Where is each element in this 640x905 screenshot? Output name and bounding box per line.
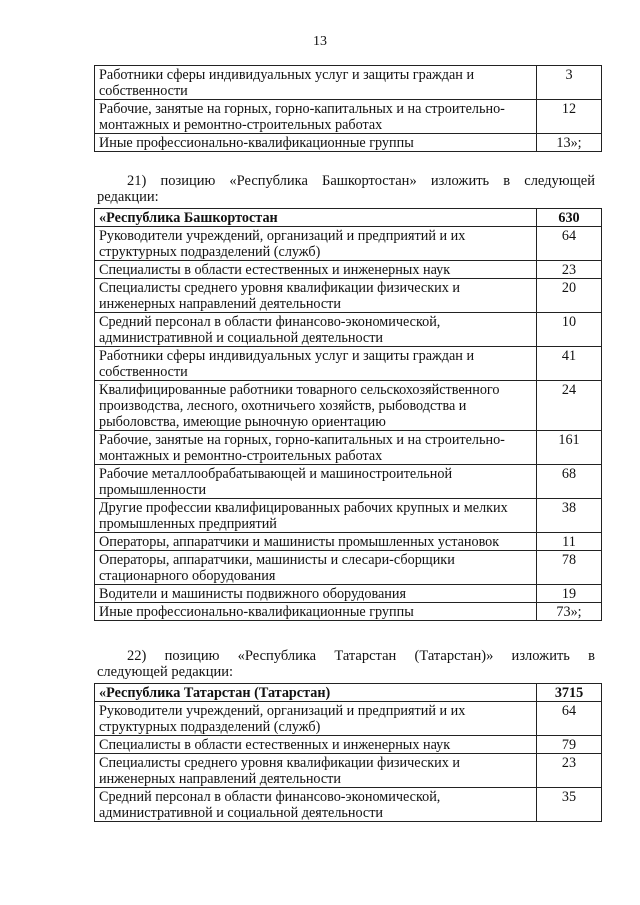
- table-row: [95, 736, 602, 754]
- table-row: [95, 347, 602, 381]
- table-row: [95, 533, 602, 551]
- table-row: [95, 279, 602, 313]
- row-value: 23: [537, 754, 602, 788]
- row-value: 38: [537, 499, 602, 533]
- row-label: Рабочие, занятые на горных, горно-капитальных и на строительно-монтажных и ремонтно-строительных работах: [95, 431, 537, 465]
- row-value: 12: [537, 100, 602, 134]
- row-value: 10: [537, 313, 602, 347]
- row-label: Операторы, аппаратчики, машинисты и слесари-сборщики стационарного оборудования: [95, 551, 537, 585]
- table-header-row: [95, 684, 602, 702]
- table-row: [95, 381, 602, 431]
- table-continuation: [94, 65, 602, 152]
- row-value: 35: [537, 788, 602, 822]
- table-row: [95, 431, 602, 465]
- row-label: «Республика Татарстан (Татарстан): [95, 684, 537, 702]
- row-label: Руководители учреждений, организаций и предприятий и их структурных подразделений (служб): [95, 227, 537, 261]
- paragraph-21: [97, 173, 595, 205]
- row-value: 630: [537, 209, 602, 227]
- table-row: [95, 585, 602, 603]
- row-label: Рабочие металлообрабатывающей и машиностроительной промышленности: [95, 465, 537, 499]
- table-row: [95, 261, 602, 279]
- table-bashkortostan: [94, 208, 602, 621]
- table-row: [95, 499, 602, 533]
- row-value: 79: [537, 736, 602, 754]
- row-label: Иные профессионально-квалификационные группы: [95, 603, 537, 621]
- row-label: Специалисты среднего уровня квалификации физических и инженерных направлений деятельности: [95, 754, 537, 788]
- table-row: [95, 313, 602, 347]
- row-value: 161: [537, 431, 602, 465]
- row-label: Специалисты среднего уровня квалификации физических и инженерных направлений деятельности: [95, 279, 537, 313]
- row-value: 3715: [537, 684, 602, 702]
- table-row: [95, 603, 602, 621]
- table-row: [95, 227, 602, 261]
- table-row: [95, 551, 602, 585]
- paragraph-22: [97, 648, 595, 680]
- paragraph-21-line2: редакции:: [97, 189, 159, 205]
- table-header-row: [95, 209, 602, 227]
- row-label: Руководители учреждений, организаций и предприятий и их структурных подразделений (служб): [95, 702, 537, 736]
- row-value: 73»;: [537, 603, 602, 621]
- row-label: Работники сферы индивидуальных услуг и защиты граждан и собственности: [95, 347, 537, 381]
- row-label: Водители и машинисты подвижного оборудования: [95, 585, 537, 603]
- table-tatarstan: [94, 683, 602, 822]
- table-row: [95, 100, 602, 134]
- table-row: [95, 465, 602, 499]
- row-value: 11: [537, 533, 602, 551]
- row-value: 64: [537, 227, 602, 261]
- paragraph-21-line1: 21) позицию «Республика Башкортостан» изложить в следующей: [127, 173, 595, 189]
- row-label: Рабочие, занятые на горных, горно-капитальных и на строительно-монтажных и ремонтно-строительных работах: [95, 100, 537, 134]
- row-value: 68: [537, 465, 602, 499]
- row-label: Другие профессии квалифицированных рабочих крупных и мелких промышленных предприятий: [95, 499, 537, 533]
- table-row: [95, 788, 602, 822]
- row-label: Специалисты в области естественных и инженерных наук: [95, 261, 537, 279]
- row-value: 20: [537, 279, 602, 313]
- row-label: Средний персонал в области финансово-экономической, административной и социальной деятельности: [95, 313, 537, 347]
- row-value: 23: [537, 261, 602, 279]
- row-label: Средний персонал в области финансово-экономической, административной и социальной деятельности: [95, 788, 537, 822]
- paragraph-22-line1: 22) позицию «Республика Татарстан (Татарстан)» изложить в: [127, 648, 595, 664]
- row-label: Квалифицированные работники товарного сельскохозяйственного производства, лесного, охотничьего хозяйств, рыбоводства и рыболовства, имеющие рыночную ориентацию: [95, 381, 537, 431]
- row-label: Иные профессионально-квалификационные группы: [95, 134, 537, 152]
- row-label: Работники сферы индивидуальных услуг и защиты граждан и собственности: [95, 66, 537, 100]
- page-number: 13: [313, 34, 327, 49]
- row-value: 13»;: [537, 134, 602, 152]
- row-value: 78: [537, 551, 602, 585]
- table-row: [95, 66, 602, 100]
- table-row: [95, 754, 602, 788]
- row-value: 41: [537, 347, 602, 381]
- row-label: Специалисты в области естественных и инженерных наук: [95, 736, 537, 754]
- row-value: 19: [537, 585, 602, 603]
- row-value: 24: [537, 381, 602, 431]
- table-row: [95, 702, 602, 736]
- row-label: Операторы, аппаратчики и машинисты промышленных установок: [95, 533, 537, 551]
- paragraph-22-line2: следующей редакции:: [97, 664, 234, 680]
- row-value: 64: [537, 702, 602, 736]
- row-label: «Республика Башкортостан: [95, 209, 537, 227]
- row-value: 3: [537, 66, 602, 100]
- table-row: [95, 134, 602, 152]
